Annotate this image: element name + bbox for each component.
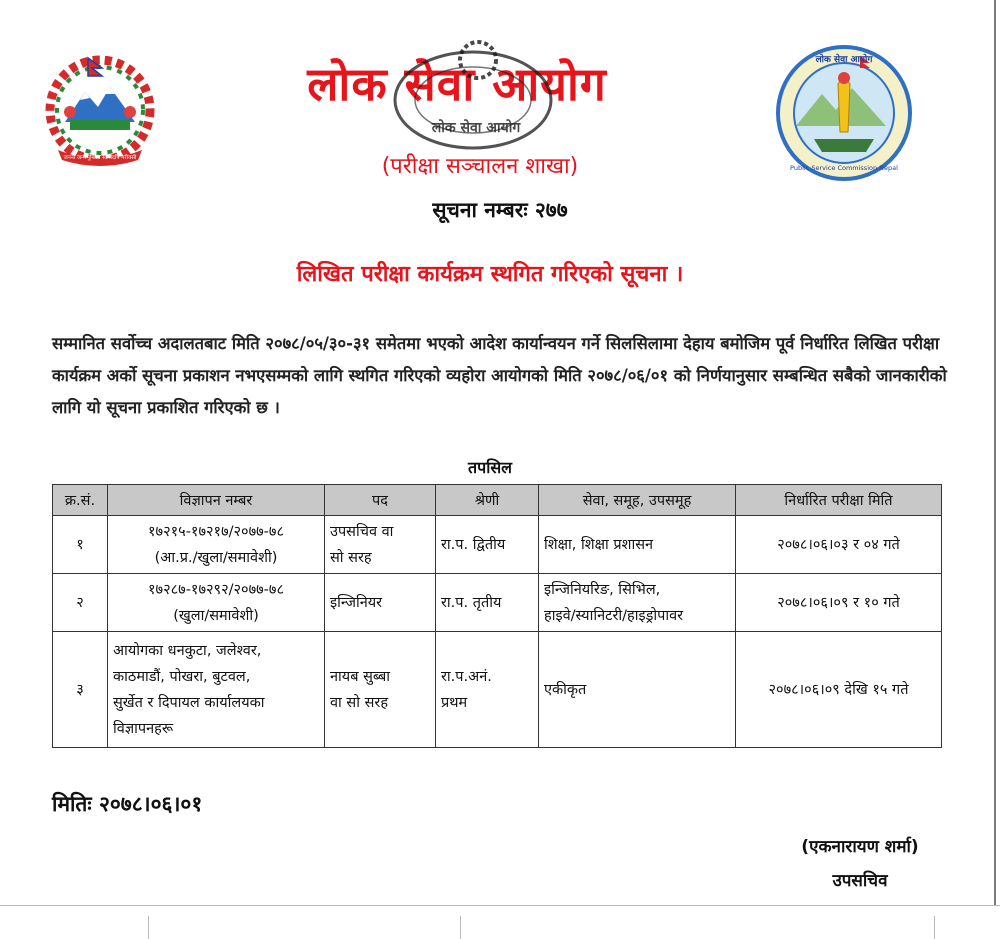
cell-advertisement	[108, 632, 325, 748]
cell-line: (आ.प्र./खुला/समावेशी)	[154, 549, 278, 566]
cell-exam-date: २०७८।०६।०९ र १० गते	[736, 574, 942, 632]
cell-post	[325, 632, 436, 748]
cell-sn: ३	[53, 632, 108, 748]
cell-line: (खुला/समावेशी)	[173, 607, 259, 624]
ruler-tick	[460, 916, 461, 939]
exam-schedule-table	[52, 484, 942, 748]
table-row	[53, 574, 942, 632]
ruler-tick	[934, 916, 935, 939]
nepal-government-emblem-icon	[30, 52, 170, 172]
cell-exam-date: २०७८।०६।०९ देखि १५ गते	[736, 632, 942, 748]
cell-line: विज्ञापनहरू	[113, 720, 174, 737]
page-subtitle: (परीक्षा सञ्चालन शाखा)	[381, 154, 579, 179]
cell-line: सुर्खेत र दिपायल कार्यालयका	[113, 694, 265, 711]
table-row	[53, 632, 942, 748]
emblem-motto: जननी जन्मभूमिश्च स्वर्गादपि गरीयसी	[63, 155, 137, 161]
cell-line: सो सरह	[330, 549, 372, 566]
logo-text: लोक सेवा आयोग	[815, 55, 873, 65]
stamp-text: लोक सेवा आयोग	[431, 120, 521, 136]
cell-service	[539, 574, 736, 632]
cell-line: काठमाडौं, पोखरा, बुटवल,	[113, 668, 251, 685]
signer-title: उपसचिव	[832, 871, 888, 891]
cell-line: इन्जिनियरिङ, सिभिल,	[544, 581, 661, 598]
notice-body: सम्मानित सर्वोच्च अदालतबाट मिति २०७८/०५/३०-३१ समेतमा भएको आदेश कार्यान्वयन गर्ने सिलसिलामा देहाय बमोजिम पूर्व निर्धारित लिखित परीक्षा कार्यक्रम अर्को सूचना प्रकाशन नभएसम्मको लागि स्थगित गरिएको व्यहोरा आयोगको मिति २०७८/०६/०१ को निर्णयानुसार सम्बन्धित सबैको जानकारीको लागि यो सूचना प्रकाशित गरिएको छ ।	[52, 334, 947, 417]
cell-line: प्रथम	[441, 694, 468, 711]
header-exam-date: निर्धारित परीक्षा मिति	[736, 485, 942, 516]
header-post: पद	[325, 485, 436, 516]
public-service-commission-logo-icon	[774, 44, 914, 182]
cell-category: रा.प. द्वितीय	[436, 516, 539, 574]
page-right-edge	[994, 0, 996, 905]
table-header-row	[53, 485, 942, 516]
cell-post: इन्जिनियर	[325, 574, 436, 632]
cell-post	[325, 516, 436, 574]
cell-service: शिक्षा, शिक्षा प्रशासन	[539, 516, 736, 574]
header-category: श्रेणी	[436, 485, 539, 516]
ruler-tick	[148, 916, 149, 939]
table-caption: तपसिल	[467, 458, 513, 477]
page-bottom-edge	[0, 905, 1000, 906]
cell-line: नायब सुब्बा	[330, 668, 391, 685]
page-title: लोक सेवा आयोग	[307, 57, 607, 111]
cell-category	[436, 632, 539, 748]
cell-exam-date: २०७८।०६।०३ र ०४ गते	[736, 516, 942, 574]
cell-sn: १	[53, 516, 108, 574]
cell-line: रा.प.अनं.	[441, 668, 492, 685]
cell-line: वा सो सरह	[330, 694, 389, 711]
cell-line: १७२१५-१७२१७/२०७७-७८	[148, 523, 284, 540]
table-row	[53, 516, 942, 574]
header-service: सेवा, समूह, उपसमूह	[539, 485, 736, 516]
signer-name: (एकनारायण शर्मा)	[801, 837, 919, 857]
cell-line: १७२८७-१७२९२/२०७७-७८	[148, 581, 284, 598]
notice-number: सूचना नम्बरः २७७	[432, 198, 568, 222]
header-advertisement: विज्ञापन नम्बर	[108, 485, 325, 516]
logo-text-en: Public Service Commission Nepal	[790, 164, 898, 172]
header-sn: क्र.सं.	[53, 485, 108, 516]
cell-service: एकीकृत	[539, 632, 736, 748]
cell-advertisement	[108, 574, 325, 632]
cell-category: रा.प. तृतीय	[436, 574, 539, 632]
cell-line: उपसचिव वा	[330, 523, 394, 540]
cell-line: हाइवे/स्यानिटरी/हाइड्रोपावर	[544, 607, 684, 624]
cell-advertisement	[108, 516, 325, 574]
cell-line: आयोगका धनकुटा, जलेश्वर,	[113, 642, 262, 659]
commission-seal-icon	[378, 32, 568, 162]
notice-heading: लिखित परीक्षा कार्यक्रम स्थगित गरिएको सूचना ।	[296, 262, 684, 287]
notice-date: मितिः २०७८।०६।०१	[52, 792, 203, 816]
cell-sn: २	[53, 574, 108, 632]
